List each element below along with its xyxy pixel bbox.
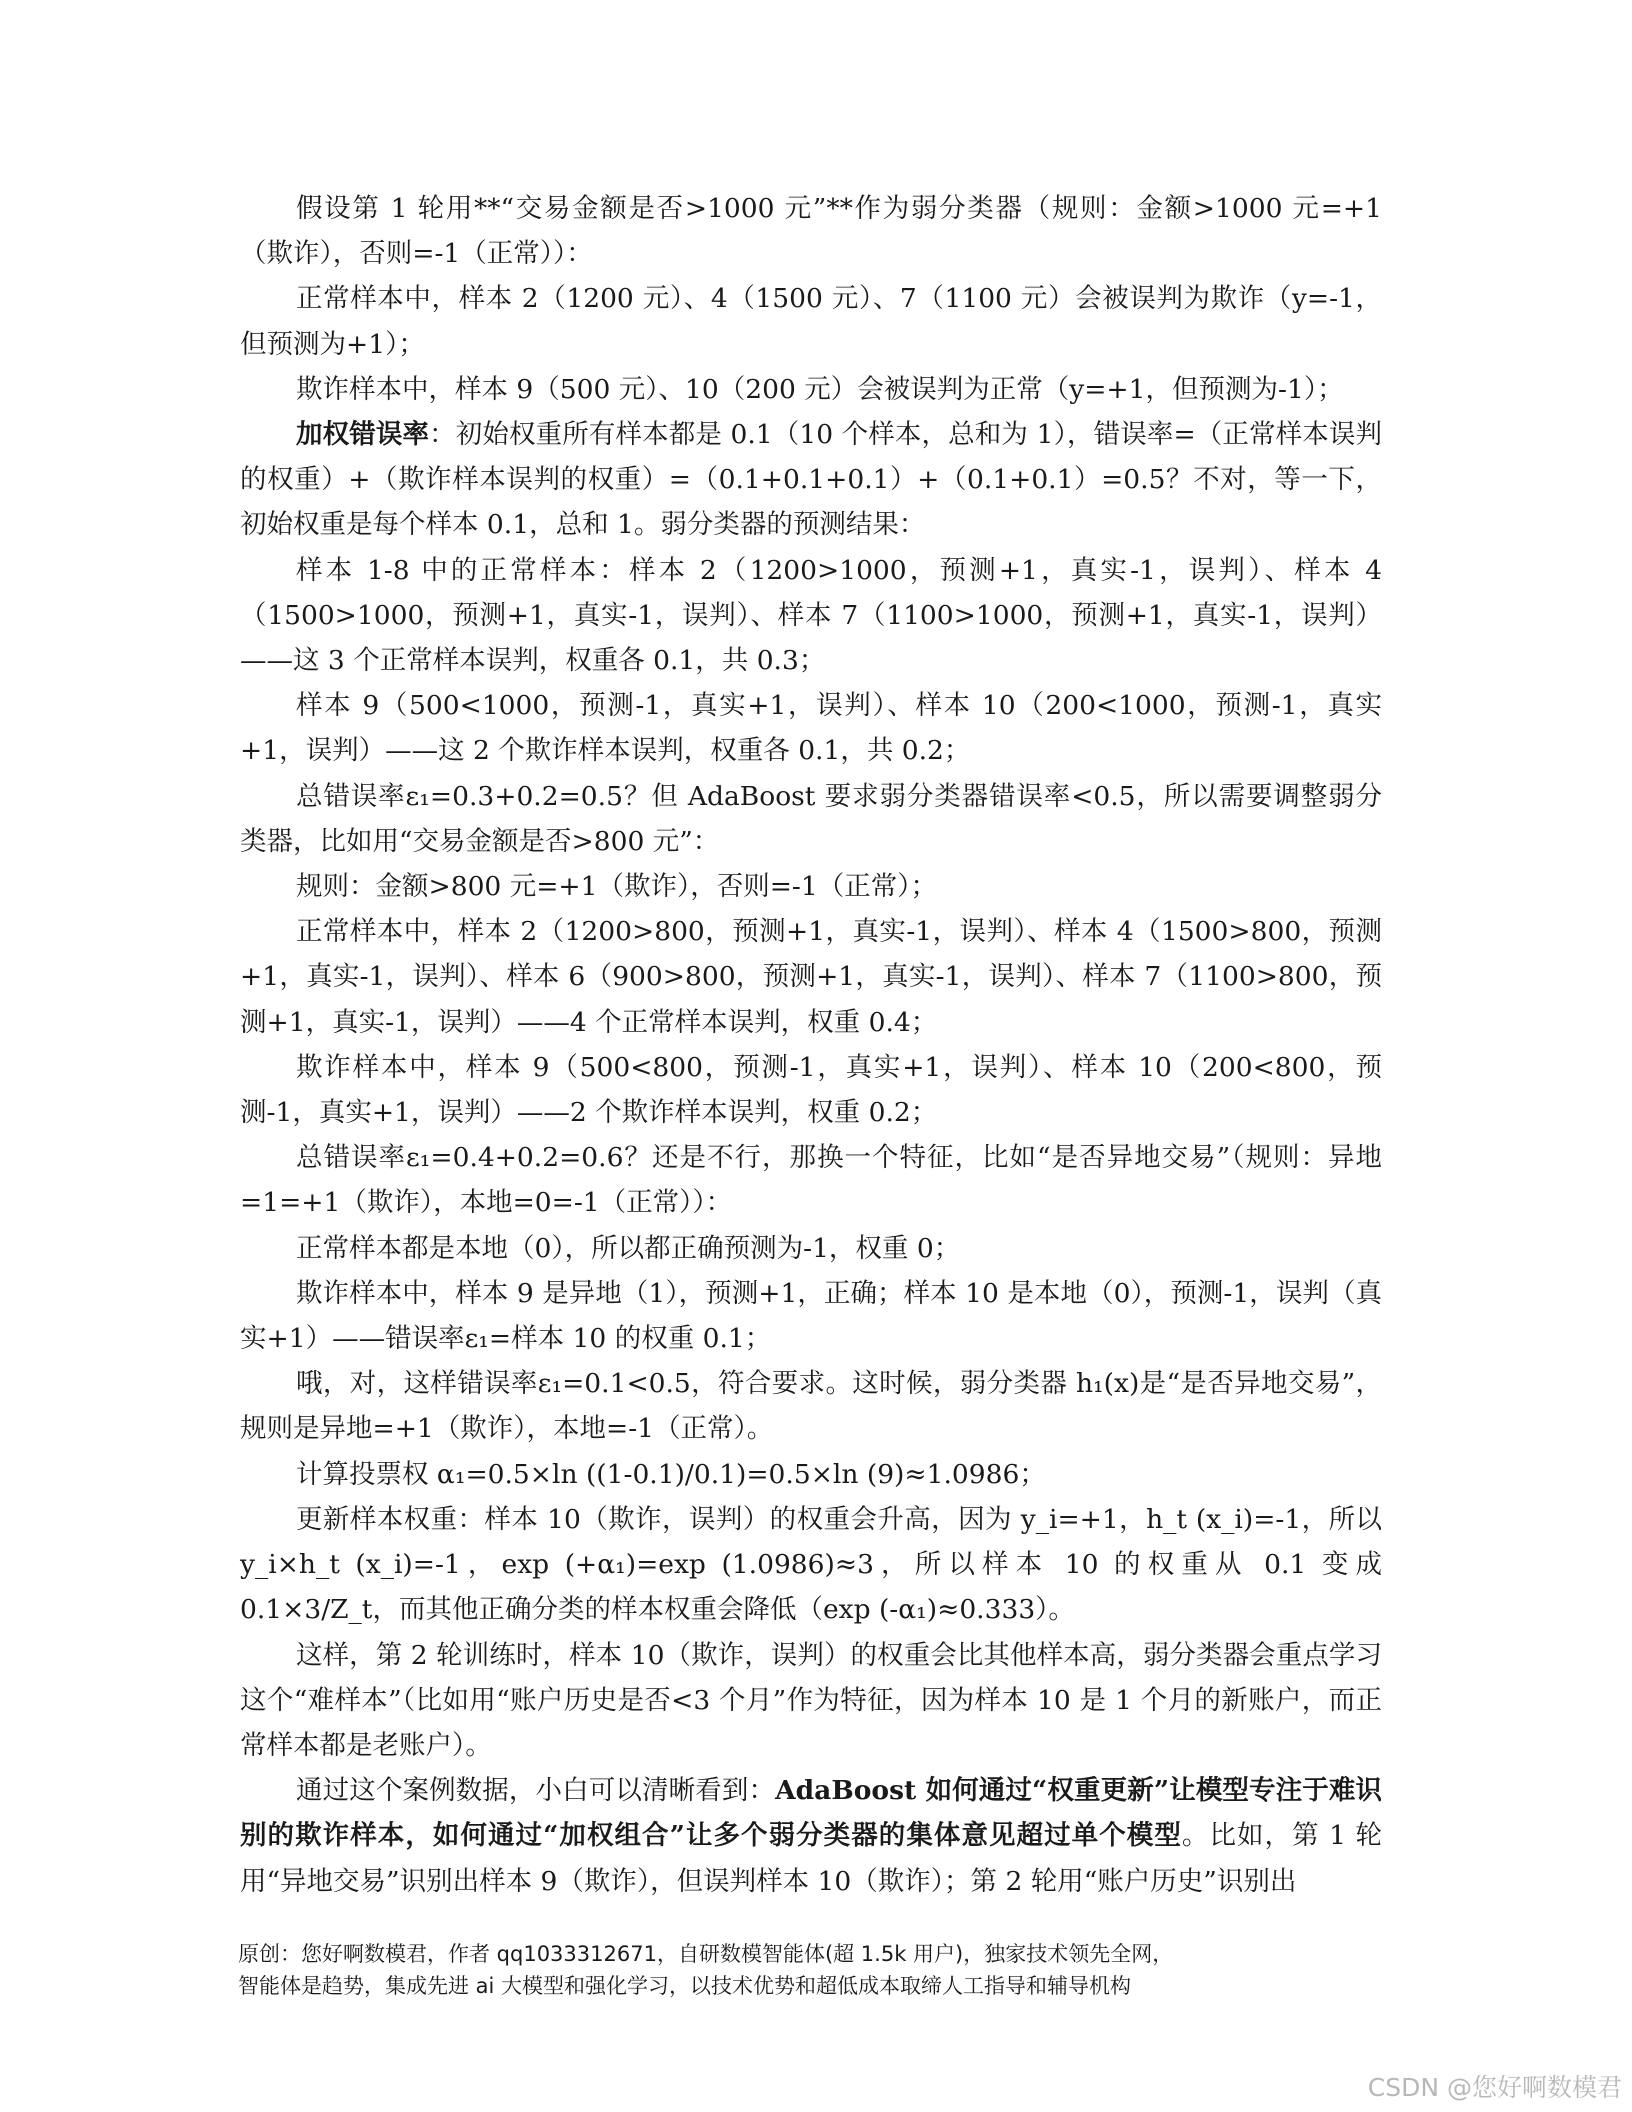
page-footer xyxy=(238,1938,1398,2002)
paragraph: 欺诈样本中，样本 9 是异地（1），预测+1，正确；样本 10 是本地（0），预测-1，误判（真实+1）——错误率ε₁=样本 10 的权重 0.1； xyxy=(240,1277,1382,1355)
paragraph: 正常样本中，样本 2（1200>800，预测+1，真实-1，误判）、样本 4（1500>800，预测+1，真实-1，误判）、样本 6（900>800，预测+1，真实-1，误判）、样本 7（1100>800，预测+1，真实-1，误判）——4 个正常样本误判，权重 0.4； xyxy=(240,916,1382,1038)
paragraph: 正常样本中，样本 2（1200 元）、4（1500 元）、7（1100 元）会被误判为欺诈（y=-1，但预测为+1）； xyxy=(240,283,1382,360)
paragraph-prefix: 通过这个案例数据，小白可以清晰看到： xyxy=(296,1775,776,1807)
bold-statement: AdaBoost 如何通过“权重更新”让模型专注于难识别的欺诈样本，如何通过“加权组合”让多个弱分类器的集体意见超过单个模型 xyxy=(240,1775,1382,1852)
paragraph: 欺诈样本中，样本 9（500 元）、10（200 元）会被误判为正常（y=+1，但预测为-1）； xyxy=(296,373,1344,405)
paragraph-text: ：初始权重所有样本都是 0.1（10 个样本，总和为 1），错误率=（正常样本误判的权重）+（欺诈样本误判的权重）=（0.1+0.1+0.1）+（0.1+0.1）=0.5？不对，等一下，初始权重是每个样本 0.1，总和 1。弱分类器的预测结果： xyxy=(240,419,1383,541)
paragraph: 更新样本权重：样本 10（欺诈，误判）的权重会升高，因为 y_i=+1，h_t (x_i)=-1，所以 y_i×h_t (x_i)=-1，exp (+α₁)=exp (1.0986)≈3，所以样本 10 的权重从 0.1 变成 0.1×3/Z_t，而其他正确分类的样本权重会降低（exp (-α₁)≈0.333）。 xyxy=(240,1503,1382,1626)
paragraph: 总错误率ε₁=0.4+0.2=0.6？还是不行，那换一个特征，比如“是否异地交易”（规则：异地=1=+1（欺诈），本地=0=-1（正常））： xyxy=(240,1142,1382,1219)
csdn-watermark: CSDN @您好啊数模君 xyxy=(1367,2073,1622,2102)
footer-line: 原创：您好啊数模君，作者 qq1033312671，自研数模智能体(超 1.5k 用户)，独家技术领先全网， xyxy=(238,1942,1174,1966)
paragraph: 计算投票权 α₁=0.5×ln ((1-0.1)/0.1)=0.5×ln (9)≈1.0986； xyxy=(296,1458,1046,1490)
paragraph: 总错误率ε₁=0.3+0.2=0.5？但 AdaBoost 要求弱分类器错误率<0.5，所以需要调整弱分类器，比如用“交易金额是否>800 元”： xyxy=(240,780,1382,857)
paragraph: 哦，对，这样错误率ε₁=0.1<0.5，符合要求。这时候，弱分类器 h₁(x)是“是否异地交易”，规则是异地=+1（欺诈），本地=-1（正常）。 xyxy=(240,1368,1382,1445)
paragraph: 正常样本都是本地（0），所以都正确预测为-1，权重 0； xyxy=(296,1232,961,1264)
paragraph: 样本 1-8 中的正常样本：样本 2（1200>1000，预测+1，真实-1，误判）、样本 4（1500>1000，预测+1，真实-1，误判）、样本 7（1100>1000，预测+1，真实-1，误判）——这 3 个正常样本误判，权重各 0.1，共 0.3； xyxy=(240,554,1382,677)
paragraph xyxy=(240,412,1382,548)
footer-line: 智能体是趋势，集成先进 ai 大模型和强化学习，以技术优势和超低成本取缔人工指导和辅导机构 xyxy=(238,1974,1132,1998)
bold-term: 加权错误率 xyxy=(296,419,430,451)
paragraph: 欺诈样本中，样本 9（500<800，预测-1，真实+1，误判）、样本 10（200<800，预测-1，真实+1，误判）——2 个欺诈样本误判，权重 0.2； xyxy=(240,1051,1382,1129)
paragraph xyxy=(240,1768,1382,1904)
paragraph-text: 。比如，第 1 轮用“异地交易”识别出样本 9（欺诈），但误判样本 10（欺诈）；第 2 轮用“账户历史”识别出 xyxy=(240,1820,1382,1897)
paragraph: 假设第 1 轮用**“交易金额是否>1000 元”**作为弱分类器（规则：金额>1000 元=+1（欺诈），否则=-1（正常））： xyxy=(240,193,1382,270)
paragraph: 规则：金额>800 元=+1（欺诈），否则=-1（正常）； xyxy=(296,871,937,903)
paragraph: 样本 9（500<1000，预测-1，真实+1，误判）、样本 10（200<1000，预测-1，真实+1，误判）——这 2 个欺诈样本误判，权重各 0.1，共 0.2； xyxy=(240,690,1382,767)
document-body xyxy=(240,186,1382,1904)
paragraph: 这样，第 2 轮训练时，样本 10（欺诈，误判）的权重会比其他样本高，弱分类器会重点学习这个“难样本”（比如用“账户历史是否<3 个月”作为特征，因为样本 10 是 1 个月的新账户，而正常样本都是老账户）。 xyxy=(240,1639,1382,1761)
